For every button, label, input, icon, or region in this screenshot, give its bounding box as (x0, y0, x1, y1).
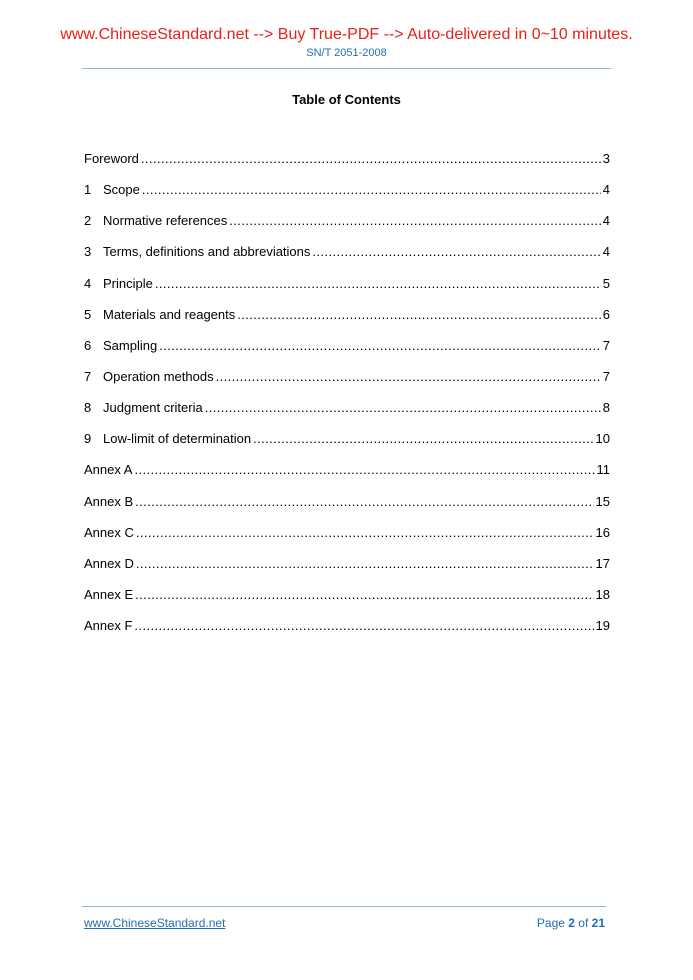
toc-entry-page: 7 (602, 337, 610, 353)
toc-entry-annex-d[interactable] (84, 555, 610, 586)
toc-entry-page: 15 (595, 493, 610, 509)
toc-entry-operation-methods[interactable] (84, 368, 610, 399)
toc-entry-number: 9 (84, 431, 92, 447)
page-indicator (537, 916, 605, 930)
toc-entry-page: 4 (602, 182, 610, 198)
toc-entry-text: Terms, definitions and abbreviations (103, 244, 311, 260)
toc-entry-normative-references[interactable] (84, 212, 610, 243)
toc-dot-leader (216, 368, 601, 385)
toc-entry-number: 2 (84, 213, 92, 229)
footer-divider (82, 906, 606, 907)
toc-entry-text: Principle (103, 275, 153, 291)
toc-dot-leader (134, 617, 593, 634)
toc-entry-text: Annex B (84, 493, 134, 509)
promo-banner[interactable]: www.ChineseStandard.net --> Buy True-PDF --> Auto-delivered in 0~10 minutes. (60, 26, 633, 43)
header-divider (82, 68, 611, 69)
toc-entry-principle[interactable] (84, 275, 610, 306)
toc-entry-terms[interactable] (84, 243, 610, 274)
toc-entry-text: Foreword (84, 151, 139, 166)
toc-entry-low-limit[interactable] (84, 430, 610, 461)
toc-title: Table of Contents (292, 92, 401, 107)
toc-entry-text: Sampling (103, 337, 158, 353)
toc-entry-text: Annex C (84, 524, 134, 540)
toc-entry-page: 19 (595, 618, 610, 634)
toc-entry-annex-b[interactable] (84, 493, 610, 524)
toc-entry-scope[interactable] (84, 181, 610, 212)
toc-entry-page: 17 (595, 555, 610, 571)
toc-dot-leader (135, 493, 593, 510)
toc-entry-text: Annex E (84, 586, 134, 602)
toc-entry-text: Normative references (103, 213, 228, 229)
standard-code: SN/T 2051-2008 (306, 47, 387, 59)
toc-entry-number: 7 (84, 368, 92, 384)
page-middle: of (574, 916, 592, 930)
toc-entry-number: 8 (84, 400, 92, 416)
toc-entry-text: Annex F (84, 618, 133, 634)
toc-entry-annex-e[interactable] (84, 586, 610, 617)
page-prefix: Page (536, 916, 569, 930)
toc-entry-text: Materials and reagents (103, 306, 236, 322)
toc-dot-leader (136, 524, 594, 541)
toc-entry-text: Judgment criteria (103, 400, 203, 416)
toc-entry-judgment-criteria[interactable] (84, 399, 610, 430)
toc-entry-page: 16 (595, 524, 610, 540)
toc-entry-page: 11 (596, 462, 610, 478)
toc-list (84, 150, 610, 648)
toc-entry-number: 6 (84, 337, 92, 353)
toc-dot-leader (159, 337, 601, 354)
toc-entry-page: 8 (602, 400, 610, 416)
toc-entry-text: Annex A (84, 462, 133, 478)
toc-dot-leader (237, 306, 601, 323)
toc-entry-foreword[interactable] (84, 150, 610, 181)
toc-entry-materials[interactable] (84, 306, 610, 337)
page-total: 21 (591, 916, 605, 930)
toc-dot-leader (135, 586, 593, 603)
toc-dot-leader (141, 150, 601, 167)
toc-entry-number: 1 (84, 182, 92, 198)
toc-dot-leader (155, 275, 601, 292)
toc-entry-page: 5 (602, 275, 610, 291)
toc-dot-leader (142, 181, 601, 198)
toc-entry-text: Low-limit of determination (103, 431, 252, 447)
toc-entry-annex-c[interactable] (84, 524, 610, 555)
toc-entry-number: 5 (84, 306, 92, 322)
toc-entry-page: 4 (602, 244, 610, 260)
toc-entry-page: 3 (602, 151, 610, 166)
toc-dot-leader (136, 555, 594, 572)
toc-dot-leader (134, 461, 594, 478)
toc-dot-leader (205, 399, 601, 416)
toc-dot-leader (229, 212, 600, 229)
toc-entry-page: 6 (602, 306, 610, 322)
toc-entry-annex-f[interactable] (84, 617, 610, 648)
toc-dot-leader (312, 243, 600, 260)
toc-entry-page: 4 (602, 213, 610, 229)
page-current: 2 (568, 916, 575, 930)
toc-entry-sampling[interactable] (84, 337, 610, 368)
toc-dot-leader (253, 430, 593, 447)
toc-entry-annex-a[interactable] (84, 461, 610, 492)
toc-entry-page: 10 (595, 431, 610, 447)
toc-entry-text: Operation methods (103, 368, 214, 384)
toc-entry-number: 4 (84, 275, 92, 291)
toc-entry-page: 7 (602, 368, 610, 384)
toc-entry-page: 18 (595, 586, 610, 602)
toc-entry-number: 3 (84, 244, 92, 260)
toc-entry-text: Annex D (84, 555, 134, 571)
toc-entry-text: Scope (103, 182, 140, 198)
footer-site-link[interactable]: www.ChineseStandard.net (84, 916, 226, 930)
